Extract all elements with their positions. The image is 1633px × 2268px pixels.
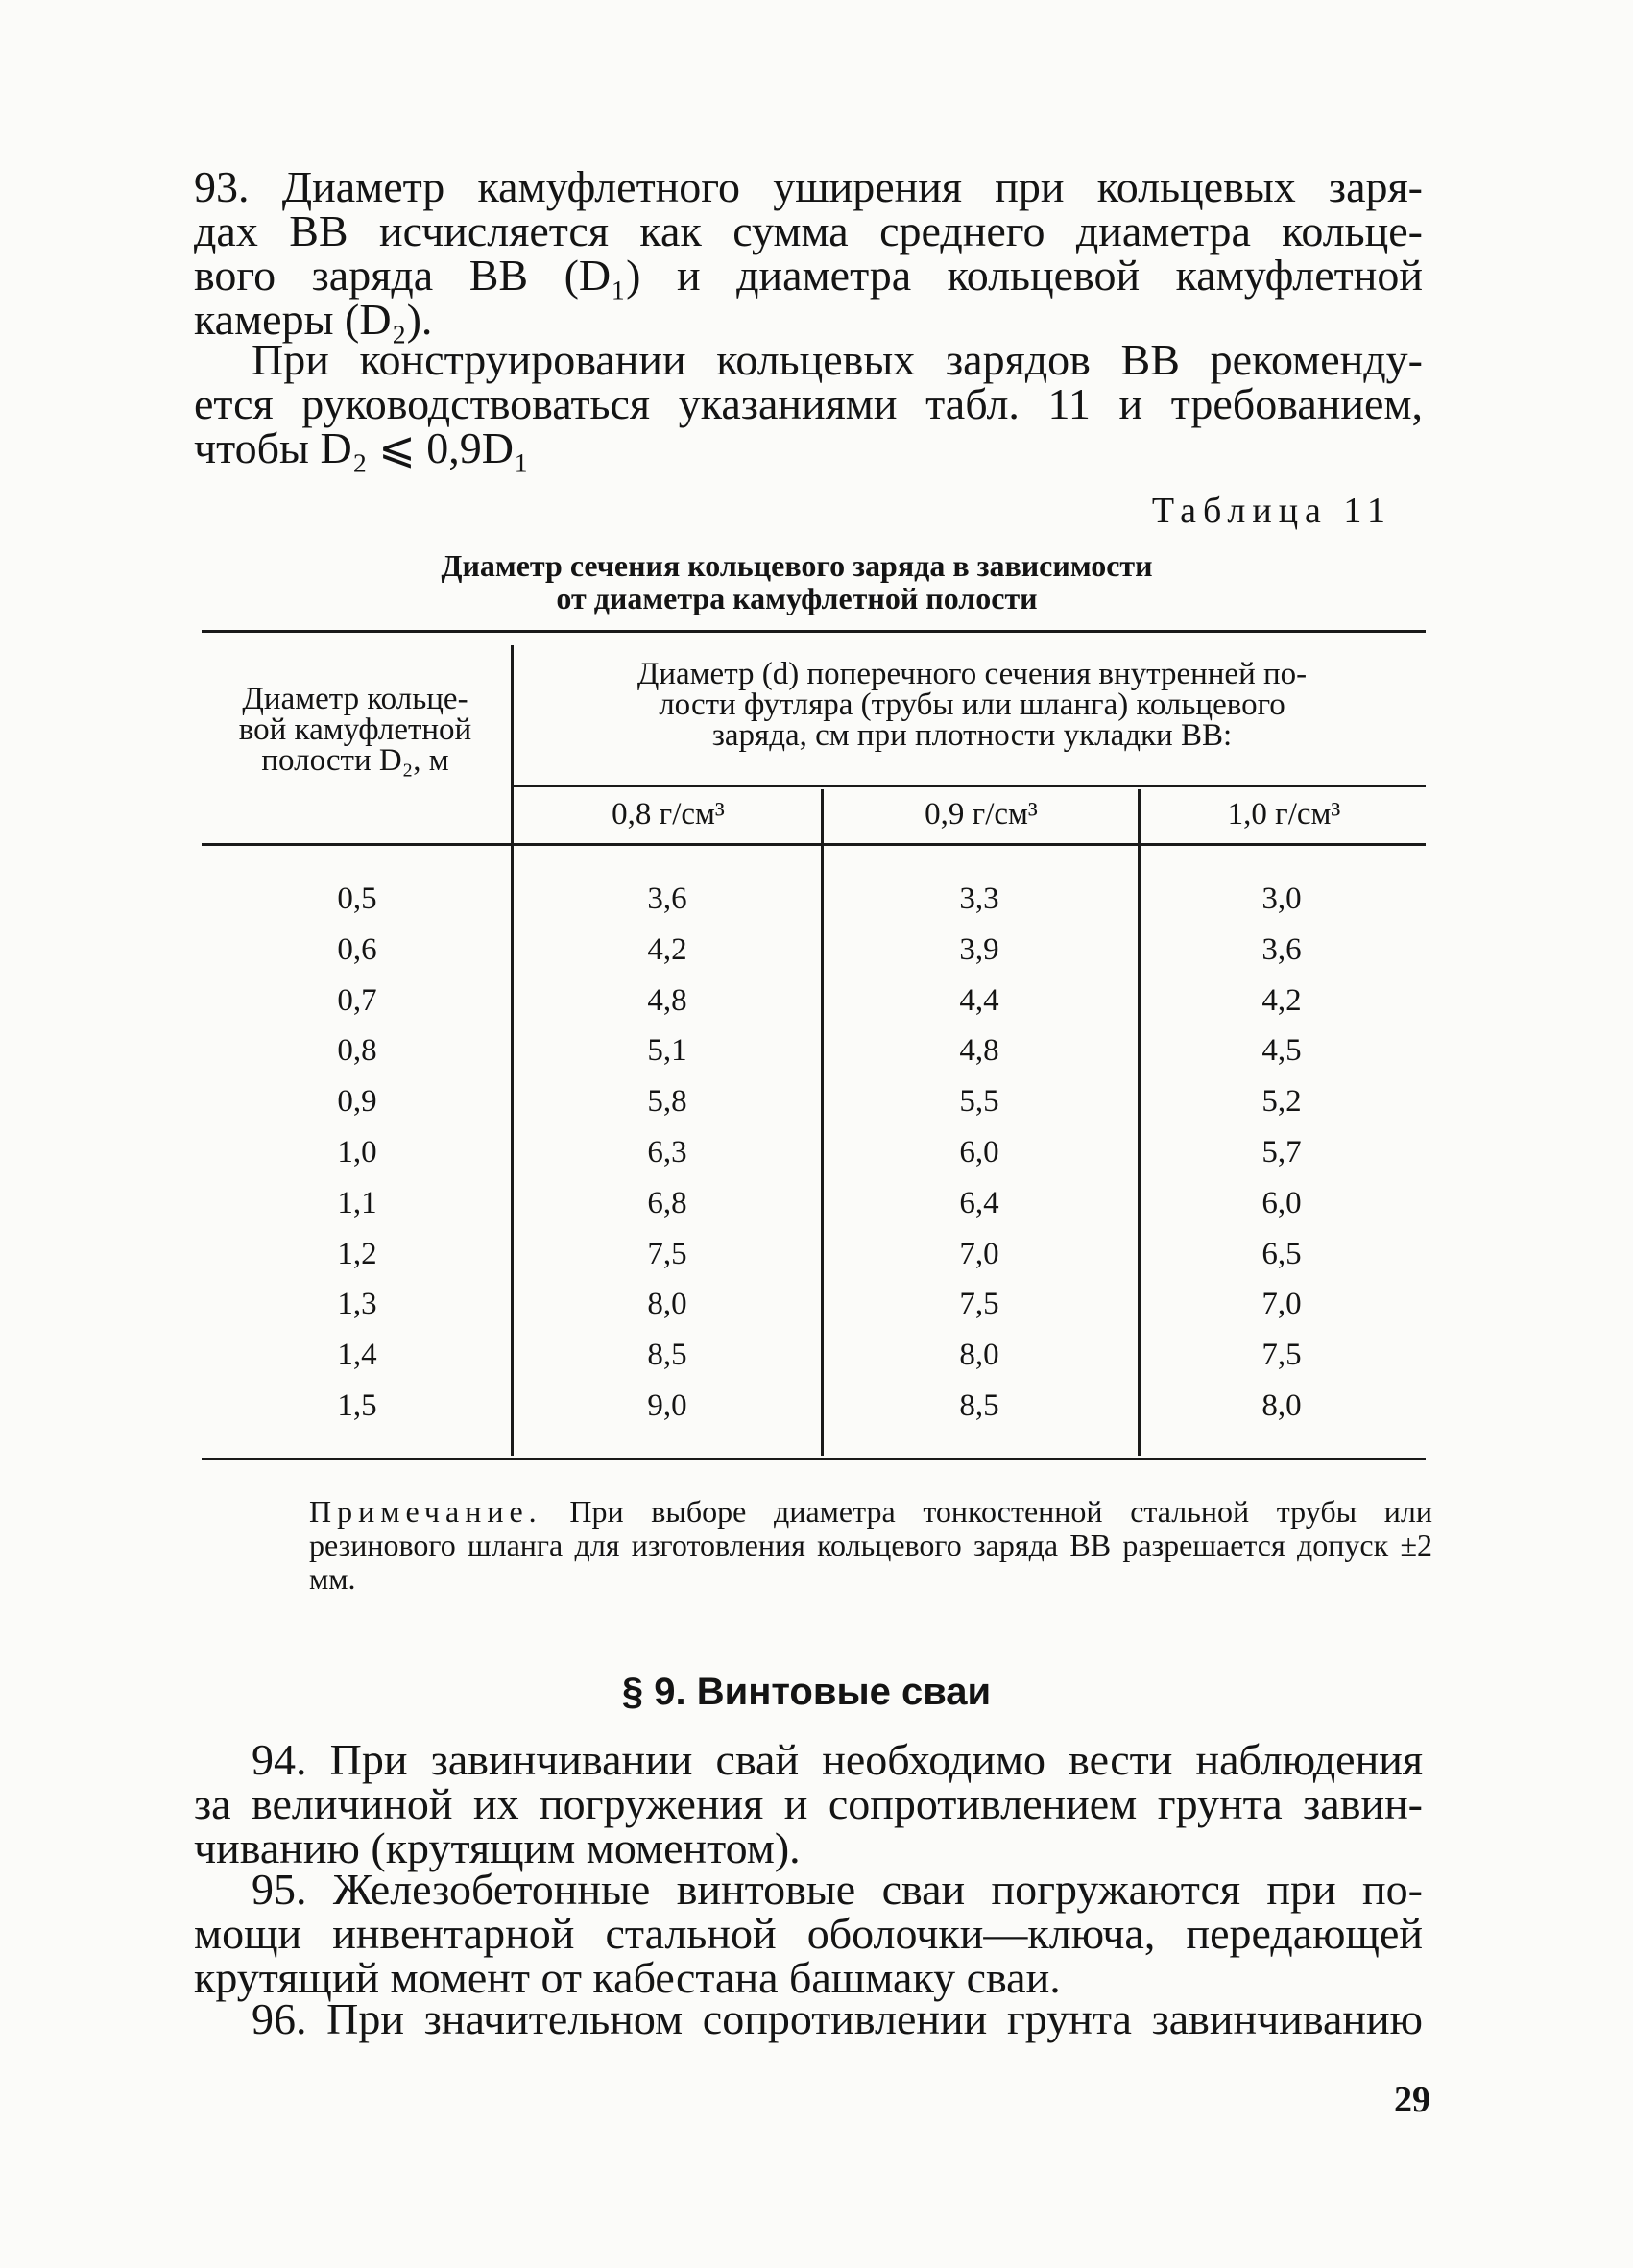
- column-divider: [511, 645, 514, 1456]
- table-cell: 8,0: [959, 1338, 999, 1373]
- table-cell: 8,5: [959, 1388, 999, 1423]
- table-cell: 8,5: [647, 1338, 687, 1373]
- section-title: § 9. Винтовые сваи: [621, 1671, 992, 1713]
- table-cell: 3,9: [959, 931, 999, 967]
- table-cell: 4,8: [647, 982, 687, 1018]
- table-cell: 4,8: [959, 1033, 999, 1069]
- note-lead: Примечание.: [309, 1494, 542, 1529]
- table-label: Таблица 11: [1151, 491, 1392, 531]
- row-label-cell: 1,3: [337, 1287, 377, 1322]
- column-divider: [1138, 789, 1141, 1456]
- row-label-cell: 1,1: [337, 1185, 377, 1220]
- paragraph-95: [194, 1865, 1423, 2002]
- subheader-rule: [513, 785, 1426, 787]
- table-cell: 3,3: [959, 881, 999, 916]
- row-label-cell: 0,5: [337, 881, 377, 916]
- text-line: вого заряда ВВ (D₁) и диаметра кольцевой камуфлетной: [194, 251, 1423, 300]
- text-line: крутящий момент от кабестана башмаку сваи.: [194, 1953, 1061, 2002]
- table-cell: 5,7: [1261, 1135, 1302, 1170]
- text-line: за величиной их погружения и сопротивлением грунта завин-: [194, 1779, 1423, 1828]
- paragraph-93: [194, 162, 1423, 344]
- table-cell: 7,0: [959, 1236, 999, 1271]
- text-line: 93. Диаметр камуфлетного уширения при кольцевых заря-: [194, 162, 1423, 211]
- text-line: чиванию (крутящим моментом).: [194, 1823, 801, 1872]
- text-line: 96. При значительном сопротивлении грунта завинчиванию: [252, 1994, 1423, 2043]
- table-cell: 6,3: [647, 1135, 687, 1170]
- note-text: При выборе диаметра тонкостенной стальной трубы или резинового шланга для изготовления кольцевого заряда ВВ разрешается допуск ±2 мм.: [309, 1494, 1432, 1596]
- paragraph-96: [194, 1994, 1423, 2043]
- table-cell: 4,2: [1261, 982, 1302, 1018]
- table-cell: 8,0: [647, 1287, 687, 1322]
- table-cell: 9,0: [647, 1388, 687, 1423]
- header-line: заряда, см при плотности укладки ВВ:: [711, 718, 1233, 753]
- group-header: [523, 659, 1421, 751]
- table-cell: 6,0: [1261, 1185, 1302, 1220]
- table-cell: 4,2: [647, 931, 687, 967]
- column-divider: [821, 789, 824, 1456]
- table-bottom-rule: [202, 1458, 1426, 1460]
- table-top-rule: [202, 630, 1426, 633]
- table-cell: 5,8: [647, 1084, 687, 1120]
- text-line: ется руководствоваться указаниями табл. 11 и требованием,: [194, 379, 1423, 428]
- text-line: мощи инвентарной стальной оболочки—ключа, передающей: [194, 1909, 1423, 1958]
- row-label-cell: 1,4: [337, 1338, 377, 1373]
- table-cell: 7,5: [647, 1236, 687, 1271]
- text-line: 95. Железобетонные винтовые сваи погружаются при по-: [252, 1865, 1423, 1914]
- row-label-cell: 1,0: [337, 1135, 377, 1170]
- table-cell: 5,1: [647, 1033, 687, 1069]
- table-cell: 3,6: [1261, 931, 1302, 967]
- table-cell: 7,0: [1261, 1287, 1302, 1322]
- row-label-cell: 0,9: [337, 1084, 377, 1120]
- paragraph-design: [194, 335, 1423, 472]
- header-line: Диаметр (d) поперечного сечения внутренней по-: [636, 657, 1308, 691]
- row-label-cell: 1,2: [337, 1236, 377, 1271]
- text-line: камеры (D₂).: [194, 295, 433, 344]
- table-cell: 6,8: [647, 1185, 687, 1220]
- column-header-0-9: 0,9 г/см³: [925, 797, 1038, 832]
- row-label-cell: 0,7: [337, 982, 377, 1018]
- header-line: вой камуфлетной: [238, 712, 472, 747]
- row-label-cell: 0,8: [337, 1033, 377, 1069]
- table-cell: 7,5: [1261, 1338, 1302, 1373]
- table-cell: 8,0: [1261, 1388, 1302, 1423]
- table-cell: 3,0: [1261, 881, 1302, 916]
- table-cell: 6,4: [959, 1185, 999, 1220]
- row-header: [202, 684, 509, 776]
- text-line: чтобы D₂ ⩽ 0,9D₁: [194, 423, 529, 472]
- paragraph-94: [194, 1735, 1423, 1872]
- table-cell: 5,5: [959, 1084, 999, 1120]
- column-header-0-8: 0,8 г/см³: [612, 797, 725, 832]
- page-number: 29: [1394, 2080, 1430, 2120]
- text-line: 94. При завинчивании свай необходимо вести наблюдения: [252, 1735, 1423, 1784]
- header-line: Диаметр кольце-: [242, 682, 468, 716]
- column-header-1-0: 1,0 г/см³: [1227, 797, 1341, 832]
- header-line: полости D₂, м: [261, 743, 449, 778]
- row-label-cell: 1,5: [337, 1388, 377, 1423]
- header-line: лости футляра (трубы или шланга) кольцевого: [659, 688, 1285, 722]
- text-line: При конструировании кольцевых зарядов ВВ рекоменду-: [252, 335, 1423, 384]
- table-note: [309, 1495, 1432, 1596]
- table-cell: 4,4: [959, 982, 999, 1018]
- table-cell: 4,5: [1261, 1033, 1302, 1069]
- table-title-line: Диаметр сечения кольцевого заряда в зависимости: [441, 548, 1153, 583]
- row-label-cell: 0,6: [337, 931, 377, 967]
- table-cell: 6,5: [1261, 1236, 1302, 1271]
- table-title-line: от диаметра камуфлетной полости: [556, 581, 1038, 615]
- header-bottom-rule: [202, 843, 1426, 846]
- table-cell: 5,2: [1261, 1084, 1302, 1120]
- table-title: [317, 549, 1277, 615]
- table-cell: 3,6: [647, 881, 687, 916]
- table-cell: 7,5: [959, 1287, 999, 1322]
- table-cell: 6,0: [959, 1135, 999, 1170]
- text-line: дах ВВ исчисляется как сумма среднего диаметра кольце-: [194, 206, 1423, 255]
